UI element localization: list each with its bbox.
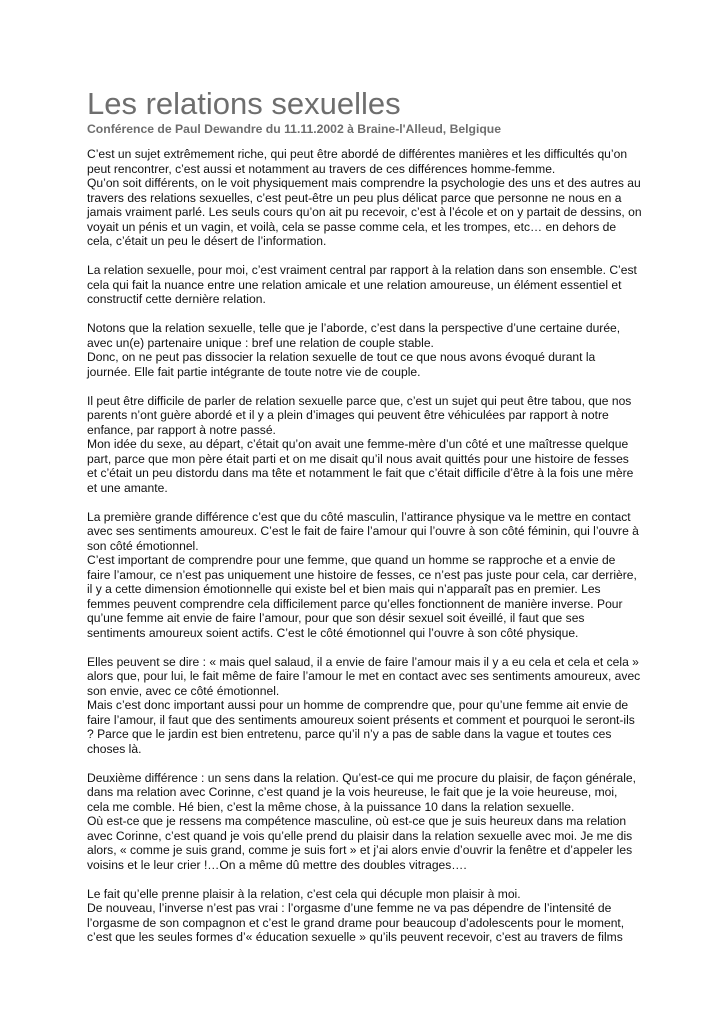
document-subtitle: Conférence de Paul Dewandre du 11.11.2002 à Braine-l'Alleud, Belgique [87, 122, 502, 136]
paragraph-line: Deuxième différence : un sens dans la relation. Qu’est-ce qui me procure du plaisir, de façon générale, dans ma relation avec Corinne, c’est quand je la vois heureuse, le fait que je la voie heureuse, moi, cela me comble. Hé bien, c’est la même chose, à la puissance 10 dans la relation sexuelle. [87, 770, 637, 814]
paragraph-line: Notons que la relation sexuelle, telle que je l’aborde, c’est dans la perspective d’une certaine durée, avec un(e) partenaire unique : bref une relation de couple stable. [87, 321, 621, 350]
paragraph-line: De nouveau, l’inverse n’est pas vrai : l’orgasme d’une femme ne va pas dépendre de l’intensité de l’orgasme de son compagnon et c’est le grand drame pour beaucoup d’adolescents pour le moment, c’est que les seules formes d’« éducation sexuelle » qu’ils peuvent recevoir, c’est au travers de films [87, 901, 625, 944]
paragraph-line: C’est important de comprendre pour une femme, que quand un homme se rapproche et a envie de faire l’amour, ce n’est pas uniquement une histoire de fesses, ce n’est pas juste pour cela, car derrière, il y a cette dimension émotionnelle qui existe bel et bien mais qui n’apparaît pas en premier. Les femmes peuvent comprendre cela difficilement parce qu’elles fonctionnent de manière inverse. Pour qu’une femme ait envie de faire l’amour, pour que son désir sexuel soit éveillé, il faut que ses sentiments amoureux soient actifs. C’est le côté émotionnel qui l’ouvre à son côté physique. [87, 553, 637, 640]
paragraph-line: La relation sexuelle, pour moi, c’est vraiment central par rapport à la relation dans son ensemble. C’est cela qui fait la nuance entre une relation amicale et une relation amoureuse, un élément essentiel et constructif cette dernière relation. [87, 263, 637, 306]
document-title: Les relations sexuelles [87, 86, 401, 121]
document-page [87, 86, 642, 959]
paragraph [87, 147, 642, 249]
paragraph [87, 263, 642, 307]
paragraph [87, 394, 642, 496]
paragraph-line: Mon idée du sexe, au départ, c’était qu’on avait une femme-mère d’un côté et une maîtresse quelque part, parce que mon père était parti et on me disait qu’il nous avait quittés pour une histoire de fesses et c’était un peu distordu dans ma tête et notamment le fait que c’était difficile d’être à la fois une mère et une amante. [87, 437, 634, 495]
paragraph [87, 771, 642, 873]
paragraph [87, 655, 642, 757]
paragraph [87, 887, 642, 945]
paragraph-line: Mais c’est donc important aussi pour un homme de comprendre que, pour qu’une femme ait envie de faire l’amour, il faut que des sentiments amoureux soient présents et comment et pourquoi le seront-ils ? Parce que le jardin est bien entretenu, parce qu’il n’y a pas de sable dans la vague et toutes ces choses là. [87, 698, 635, 756]
paragraph-line: La première grande différence c’est que du côté masculin, l’attirance physique va le mettre en contact avec ses sentiments amoureux. C’est le fait de faire l’amour qui l’ouvre à son côté féminin, qui l’ouvre à son côté émotionnel. [87, 509, 639, 553]
paragraph-line: Où est-ce que je ressens ma compétence masculine, où est-ce que je suis heureux dans ma relation avec Corinne, c’est quand je vois qu’elle prend du plaisir dans la relation sexuelle avec moi. Je me dis alors, « comme je suis grand, comme je suis fort » et j’ai alors envie d’ouvrir la fenêtre et d’appeler les voisins et le leur crier !…On a même dû mettre des doubles vitrages…. [87, 814, 633, 872]
paragraph-line: Elles peuvent se dire : « mais quel salaud, il a envie de faire l’amour mais il y a eu cela et cela et cela » alors que, pour lui, le fait même de faire l’amour le met en contact avec ses sentiments amoureux, avec son envie, avec ce côté émotionnel. [87, 654, 641, 698]
paragraph-line: Donc, on ne peut pas dissocier la relation sexuelle de tout ce que nous avons évoqué durant la journée. Elle fait partie intégrante de toute notre vie de couple. [87, 350, 596, 379]
paragraph-line: C’est un sujet extrêmement riche, qui peut être abordé de différentes manières et les difficultés qu’on peut rencontrer, c’est aussi et notamment au travers de ces différences homme-femme. [87, 147, 628, 176]
paragraph-line: Il peut être difficile de parler de relation sexuelle parce que, c’est un sujet qui peut être tabou, que nos parents n’ont guère abordé et il y a plein d’images qui peuvent être véhiculées par rapport à notre enfance, par rapport à notre passé. [87, 393, 632, 437]
paragraph-line: Qu’on soit différents, on le voit physiquement mais comprendre la psychologie des uns et des autres au travers des relations sexuelles, c’est peut-être un peu plus délicat parce que personne ne nous en a jamais vraiment parlé. Les seuls cours qu’on ait pu recevoir, c’est à l’école et on y partait de dessins, on voyait un pénis et un vagin, et voilà, cela se passe comme cela, et les trompes, etc… en dehors de cela, c’était un peu le désert de l’information. [87, 176, 642, 248]
paragraph [87, 510, 642, 641]
paragraph-line: Le fait qu’elle prenne plaisir à la relation, c’est cela qui décuple mon plaisir à moi. [87, 886, 521, 901]
paragraph [87, 321, 642, 379]
